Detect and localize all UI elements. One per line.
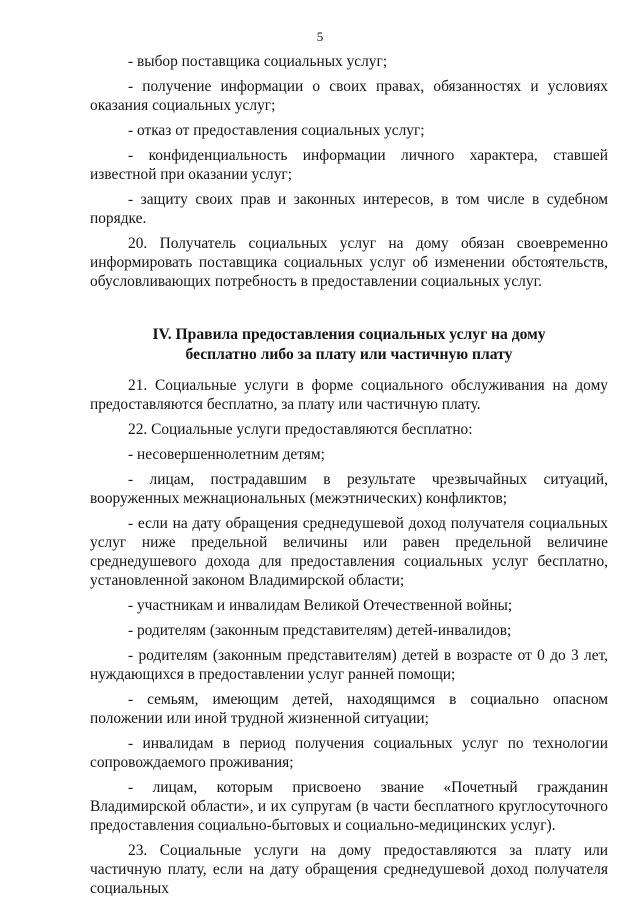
clause-21: 21. Социальные услуги в форме социального обслуживания на дому предоставляются бесплатно, за плату или частичную плату. [90, 377, 608, 413]
list-item-information-rights: - получение информации о своих правах, обязанностях и условиях оказания социальных услуг; [90, 78, 608, 114]
list-item-legal-protection: - защиту своих прав и законных интересов, в том числе в судебном порядке. [90, 191, 608, 227]
clause-20: 20. Получатель социальных услуг на дому обязан своевременно информировать поставщика социальных услуг об изменении обстоятельств, обусловливающих потребность в предоставлении социальных услуг. [90, 235, 608, 290]
section-title-line-1: IV. Правила предоставления социальных услуг на дому [152, 326, 546, 343]
list-item-war-veterans: - участникам и инвалидам Великой Отечественной войны; [128, 597, 513, 614]
list-item-assisted-living: - инвалидам в период получения социальных услуг по технологии сопровождаемого проживания; [90, 735, 608, 771]
document-body [90, 52, 608, 904]
clause-22: 22. Социальные услуги предоставляются бесплатно: [128, 421, 473, 438]
list-item-parents-early-help: - родителям (законным представителям) детей в возрасте от 0 до 3 лет, нуждающихся в предоставлении услуг ранней помощи; [90, 647, 608, 683]
list-item-families-at-risk: - семьям, имеющим детей, находящимся в социально опасном положении или иной трудной жизненной ситуации; [90, 691, 608, 727]
page-number: 5 [316, 29, 324, 44]
list-item-parents-disabled-children: - родителям (законным представителям) детей-инвалидов; [128, 622, 512, 639]
section-title-line-2: бесплатно либо за плату или частичную плату [185, 346, 513, 363]
list-item-emergency-victims: - лицам, пострадавшим в результате чрезвычайных ситуаций, вооруженных межнациональных (межэтнических) конфликтов; [90, 471, 608, 507]
list-item-choice-of-provider: - выбор поставщика социальных услуг; [128, 53, 388, 70]
list-item-refusal: - отказ от предоставления социальных услуг; [128, 122, 425, 139]
list-item-confidentiality: - конфиденциальность информации личного характера, ставшей известной при оказании услуг; [90, 147, 608, 183]
list-item-income-threshold: - если на дату обращения среднедушевой доход получателя социальных услуг ниже предельной величины или равен предельной величине среднедушевого дохода для предоставления социальных услуг бесплатно, установленной законом Владимирской области; [90, 515, 608, 589]
list-item-honorary-citizens: - лицам, которым присвоено звание «Почетный гражданин Владимирской области», и их супругам (в части бесплатного круглосуточного предоставления социально-бытовых и социально-медицинских услуг). [90, 779, 608, 834]
list-item-minors: - несовершеннолетним детям; [128, 446, 325, 463]
section-title [90, 325, 608, 365]
clause-23: 23. Социальные услуги на дому предоставляются за плату или частичную плату, если на дату обращения среднедушевой доход получателя социальных [90, 842, 608, 897]
